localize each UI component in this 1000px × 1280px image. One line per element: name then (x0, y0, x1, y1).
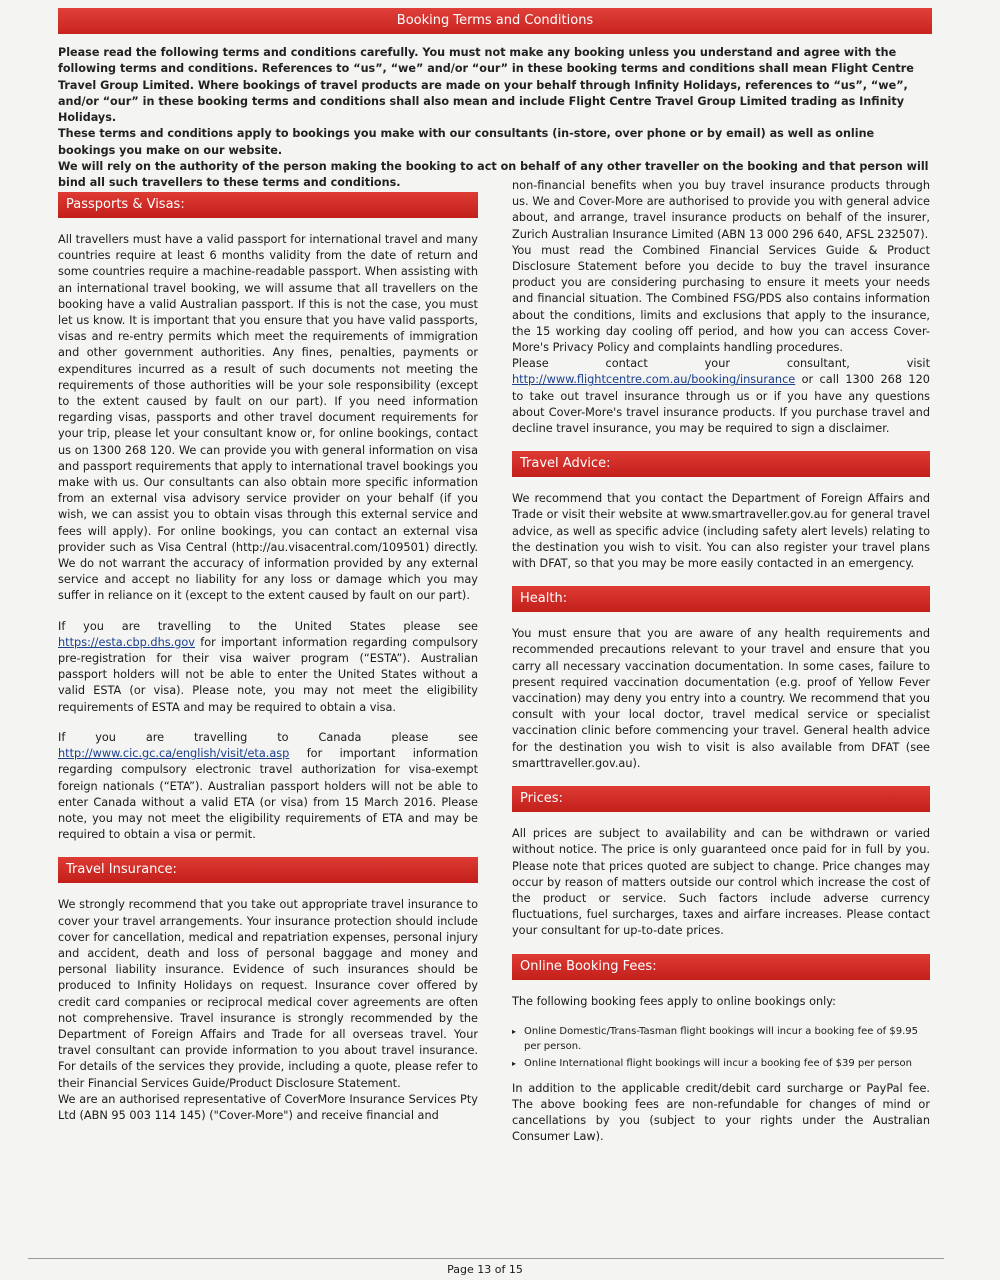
section-heading-fees: Online Booking Fees: (512, 954, 930, 980)
intro-section (58, 45, 932, 192)
section-heading-passports: Passports & Visas: (58, 192, 478, 218)
section-heading-prices: Prices: (512, 786, 930, 812)
footer-divider (28, 1258, 944, 1259)
fees-paragraph: In addition to the applicable credit/debit card surcharge or PayPal fee. The above booking fees are non-refundable for changes of mind or cancellations by you (subject to your rights under the Australian Consumer Law). (512, 1081, 930, 1144)
section-heading-insurance: Travel Insurance: (58, 857, 478, 883)
esta-link[interactable]: https://esta.cbp.dhs.gov (58, 635, 195, 649)
eta-link[interactable]: http://www.cic.gc.ca/english/visit/eta.asp (58, 747, 290, 761)
canada-text: If you are travelling to Canada please see (58, 730, 478, 744)
insurance-contact-paragraph (512, 356, 930, 437)
insurance-paragraph: You must read the Combined Financial Services Guide & Product Disclosure Statement before you decide to buy the travel insurance product you are considering purchasing to ensure it meets your needs and financial situation. The Combined FSG/PDS also contains information about the conditions, limits and exclusions that apply to the insurance, the 15 working day cooling off period, and how you can access Cover-More's Privacy Policy and complaints handling procedures. (512, 243, 930, 355)
contact-text-post: or call 1300 268 120 to take out travel insurance through us or if you have any questions about Cover-More's travel insurance products. If you purchase travel and decline travel insurance, you may be required to sign a disclaimer. (512, 373, 930, 436)
right-column (512, 178, 930, 1160)
section-heading-advice: Travel Advice: (512, 451, 930, 477)
section-heading-health: Health: (512, 586, 930, 612)
health-paragraph: You must ensure that you are aware of any health requirements and recommended precautions relevant to your travel and ensure that you carry all necessary vaccination documentation. In some cases, failure to present required vaccination documentation (e.g. proof of Yellow Fever vaccination) may deny you entry into a country. We recommend that you consult with your local doctor, travel medical service or specialist vaccination clinic before commencing your travel. General health advice for the destination you wish to visit is also available from DFAT (see smarttraveller.gov.au). (512, 627, 930, 770)
fees-list (512, 1024, 930, 1071)
insurance-link[interactable]: http://www.flightcentre.com.au/booking/insurance (512, 373, 796, 387)
intro-paragraph: We will rely on the authority of the person making the booking to act on behalf of any other traveller on the booking and that person will bind all such travellers to these terms and conditions. (58, 160, 929, 190)
usa-text-post: for important information regarding compulsory pre-registration for their visa waiver program (“ESTA”). Australian passport holders will not be able to enter the United States without a valid ESTA (or visa). Please note, you may not meet the eligibility requirements of ESTA and may be required to obtain a visa. (58, 635, 478, 714)
usa-text: If you are travelling to the United States please see (58, 619, 478, 633)
insurance-paragraph: We strongly recommend that you take out appropriate travel insurance to cover your travel arrangements. Your insurance protection should include cover for cancellation, medical and repatriation expenses, personal injury and accident, death and loss of personal baggage and money and personal liability insurance. Evidence of such insurances should be produced to Infinity Holidays on request. Insurance cover offered by credit card companies or reciprocal medical cover agreements are often not comprehensive. Travel insurance is strongly recommended by the Department of Foreign Affairs and Trade for all overseas travel. Your travel consultant can provide information to you about travel insurance. For details of the services they provide, including a quote, please refer to their Financial Services Guide/Product Disclosure Statement. (58, 898, 478, 1090)
canada-paragraph (58, 730, 478, 843)
intro-paragraph: These terms and conditions apply to bookings you make with our consultants (in-store, over phone or by email) as well as online bookings you make on our website. (58, 127, 875, 157)
contact-text: Please contact your consultant, visit (512, 357, 930, 371)
advice-paragraph: We recommend that you contact the Department of Foreign Affairs and Trade or visit their website at www.smartraveller.gov.au for general travel advice, as well as specific advice (including safety alert levels) relating to the destination you wish to visit. You can also register your travel plans with DFAT, so that you may be more easily contacted in an emergency. (512, 492, 930, 571)
list-item: ▸ Online Domestic/Trans-Tasman flight bookings will incur a booking fee of $9.95 per person. (512, 1024, 930, 1054)
insurance-paragraph: We are an authorised representative of CoverMore Insurance Services Pty Ltd (ABN 95 003 114 145) ("Cover-More") and receive financial and (58, 1092, 478, 1122)
intro-paragraph: Please read the following terms and conditions carefully. You must not make any booking unless you understand and agree with the following terms and conditions. References to “us”, “we” and/or “our” in these booking terms and conditions shall mean Flight Centre Travel Group Limited. Where bookings of travel products are made on your behalf through Infinity Holidays, references to “us”, “we”, and/or “our” in these booking terms and conditions shall also mean and include Flight Centre Travel Group Limited trading as Infinity Holidays. (58, 46, 914, 125)
canada-text-post: for important information regarding compulsory electronic travel authorization for visa-exempt foreign nationals (“ETA”). Australian passport holders will not be able to enter Canada without a valid ETA (or visa) from 15 March 2016. Please note, you may not meet the eligibility requirements of ETA and may be required to obtain a visa or permit. (58, 747, 478, 842)
usa-paragraph (58, 619, 478, 716)
left-column (58, 192, 478, 1138)
page-number: Page 13 of 15 (447, 1263, 523, 1276)
list-item: ▸ Online International flight bookings will incur a booking fee of $39 per person (512, 1056, 930, 1071)
prices-paragraph: All prices are subject to availability and can be withdrawn or varied without notice. The price is only guaranteed once paid for in full by you. Please note that prices quoted are subject to change. Price changes may occur by reason of matters outside our control which increase the cost of the product or service. Such factors include adverse currency fluctuations, fuel surcharges, taxes and airfare increases. Please contact your consultant for up-to-date prices. (512, 827, 930, 938)
page-title: Booking Terms and Conditions (58, 8, 932, 34)
insurance-paragraph: non-financial benefits when you buy travel insurance products through us. We and Cover-More are authorised to provide you with general advice about, and arrange, travel insurance products on behalf of the insurer, Zurich Australian Insurance Limited (ABN 13 000 296 640, AFSL 232507). (512, 179, 930, 241)
fees-intro: The following booking fees apply to online bookings only: (512, 994, 836, 1008)
passports-paragraph: All travellers must have a valid passport for international travel and many countries require at least 6 months validity from the date of return and some countries require a machine-readable passport. When assisting with an international travel booking, we will assume that all travellers on the booking have a valid Australian passport. If this is not the case, you must let us know. It is important that you ensure that you have valid passports, visas and re-entry permits which meet the requirements of immigration and other government authorities. Any fines, penalties, payments or expenditures incurred as a result of such documents not meeting the requirements of those authorities will be your sole responsibility (except to the extent caused by fault on our part). If you need information regarding visas, passports and other travel document requirements for your trip, please let your consultant know or, for online bookings, contact us on 1300 268 120. We can provide you with general information on visa and passport requirements that apply to international travel bookings you make with us. Our consultants can also obtain more specific information from an external visa advisory service provider on your behalf (if you wish, we can assist you to obtain visas through this external service and fees will apply). For online bookings, you can contact an external visa provider such as Visa Central (http://au.visacentral.com/109501) directly. We do not warrant the accuracy of information provided by any external service and accept no liability for any loss or damage which you may suffer in reliance on it (except to the extent caused by fault on our part). (58, 233, 478, 603)
